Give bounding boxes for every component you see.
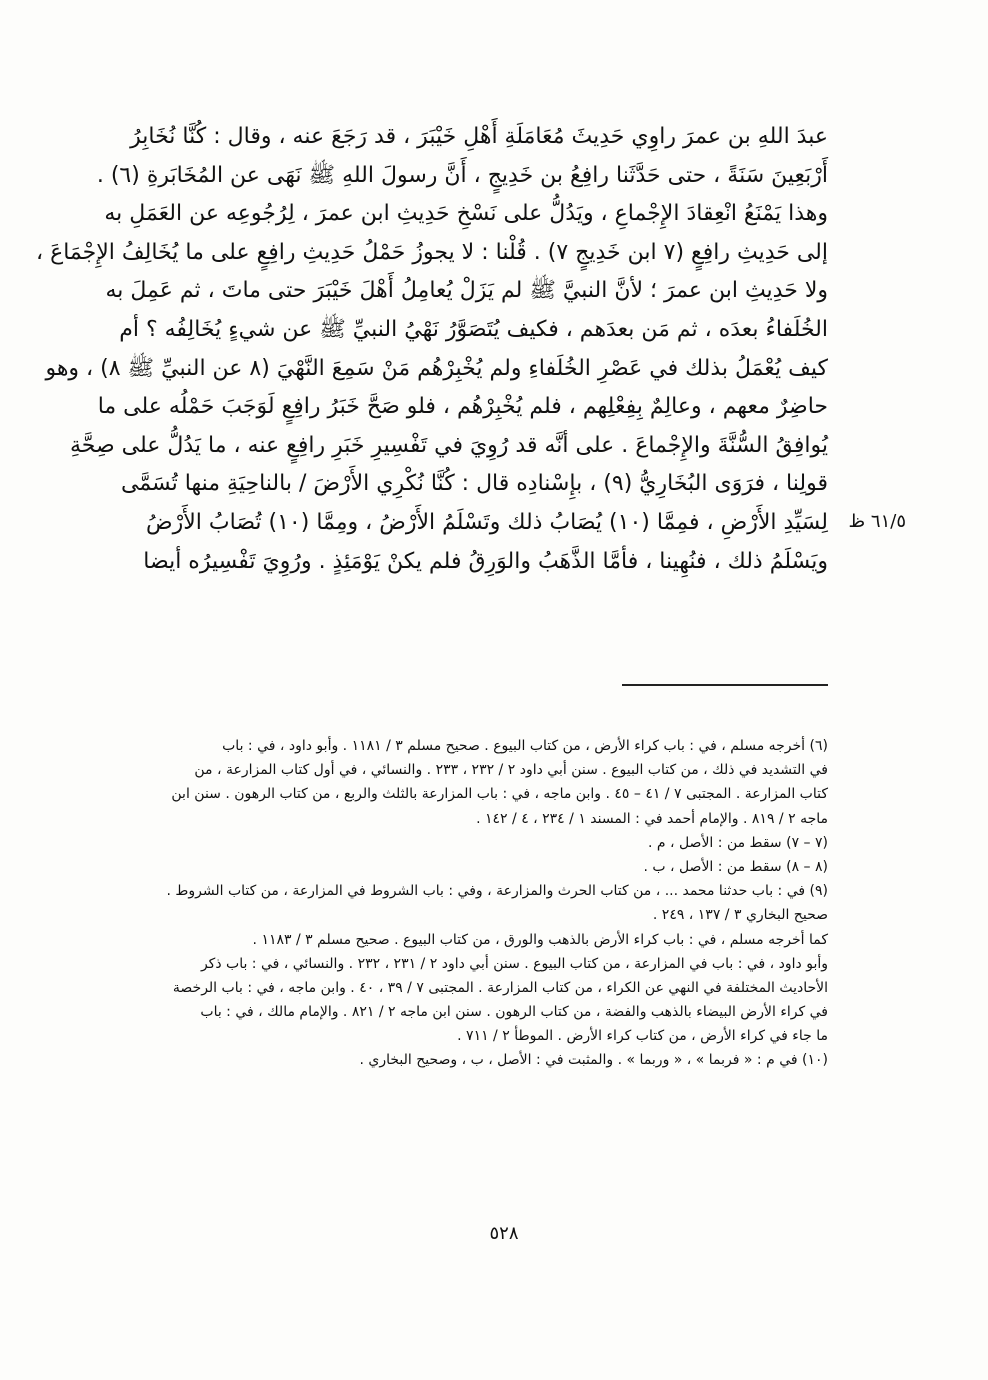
footnote-line: (٦) أخرجه مسلم ، في : باب كراء الأرض ، من كتاب البيوع . صحيح مسلم ٣ / ١١٨١ . وأبو داود ، في : باب (222, 738, 828, 754)
footnote-line: وأبو داود ، في : باب في المزارعة ، من كتاب البيوع . سنن أبي داود ٢ / ٢٣١ ، ٢٣٢ . والنسائي ، في : باب ذكر (200, 955, 828, 972)
main-text-line: أَرْبَعِينَ سَنَةً ، حتى حَدَّثَنا رافِعُ بن خَدِيجٍ ، أَنَّ رسولَ اللهِ ﷺ نَهَى عن المُخَابَرةِ (٦) . (96, 162, 828, 188)
footnote-line: ما جاء في كراء الأرض ، من كتاب كراء الأرض . الموطأ ٢ / ٧١١ . (457, 1028, 828, 1045)
main-text-line: وهذا يَمْنَعُ انْعِقادَ الإِجْماعِ ، ويَدُلُّ على نَسْخِ حَدِيثِ ابن عمرَ ، لِرُجُوعِه عن العَمَلِ به (104, 201, 828, 227)
footnote-line: (٩) في : باب حدثنا محمد ... ، من كتاب الحرث والمزارعة ، وفي : باب الشروط في المزارعة ، من كتاب الشروط . (166, 883, 828, 900)
main-text-line: الخُلَفاءُ بعدَه ، ثم مَن بعدَهم ، فكيف يُتَصَوَّرُ نَهْيُ النبيِّ ﷺ عن شيءٍ يُخَالِفُه ؟ أم (119, 316, 828, 342)
main-body-text (35, 118, 828, 581)
main-text-line: قولِنا ، فرَوَى البُخَارِيُّ (٩) ، بإِسْنادِه قال : كُنَّا نُكْرِي الأَرْضَ / بالناحِيَةِ منها تُسَمَّى (121, 471, 828, 497)
footnote-line: الأحاديث المختلفة في النهي عن الكراء ، من كتاب المزارعة . المجتبى ٧ / ٣٩ ، ٤٠ . وابن ماجه ، في : باب الرخصة (172, 979, 828, 996)
main-text-line: ويَسْلَمُ ذلك ، فنُهِينا ، فأمَّا الذَّهَبُ والوَرِقُ فلم يكنْ يَوْمَئِذٍ . ورُوِيَ تَفْسِيرُه أيضا (143, 548, 828, 574)
manuscript-folio-marker: ٦١/٥ ظ (848, 511, 906, 532)
footnotes-block (160, 734, 828, 1073)
main-text-line: إلى حَدِيثِ رافِعٍ (٧ ابن خَدِيجٍ ٧) . قُلْنا : لا يجوزُ حَمْلُ حَدِيثِ رافِعٍ على ما يُخَالِفُ الإِجْمَاعَ ، (35, 239, 828, 265)
main-text-line: عبدَ اللهِ بن عمرَ راوِي حَدِيثَ مُعَامَلَةِ أَهْلِ خَيْبَرَ ، قد رَجَعَ عنه ، وقال : كُنَّا نُخَابِرُ (130, 124, 828, 149)
footnote-line: ماجه ٢ / ٨١٩ . والإمام أحمد في : المسند ١ / ٢٣٤ ، ٤ / ١٤٢ . (476, 810, 828, 827)
main-text-line: لِسَيِّدِ الأَرْضِ ، فمِمَّا (١٠) يُصَابُ ذلك وتَسْلَمُ الأَرْضُ ، ومِمَّا (١٠) تُصَابُ الأَرْضُ (146, 509, 828, 535)
main-text-line: كيف يُعْمَلُ بذلك في عَصْرِ الخُلَفاءِ ولم يُخْبِرْهُم مَنْ سَمِعَ النَّهْيَ (٨ عن النبيِّ ﷺ ٨) ، وهو (45, 355, 828, 381)
page-number: ٥٢٨ (489, 1223, 519, 1244)
footnote-separator (622, 684, 828, 686)
footnote-line: صحيح البخاري ٣ / ١٣٧ ، ٢٤٩ . (652, 907, 828, 924)
footnote-line: (٨ – ٨) سقط من : الأصل ، ب . (643, 858, 828, 875)
footnote-line: (٧ – ٧) سقط من : الأصل ، م . (647, 834, 828, 851)
main-text-line: يُوافِقُ السُّنَّةَ والإِجْماعَ . على أنَّه قد رُوِيَ في تَفْسِيرِ خَبَرِ رافِعٍ عنه ، ما يَدُلُّ على صِحَّةِ (69, 432, 828, 458)
footnote-line: كتاب المزارعة . المجتبى ٧ / ٤١ – ٤٥ . وابن ماجه ، في : باب المزارعة بالثلث والربع ، من كتاب الرهون . سنن ابن (171, 786, 828, 803)
main-text-line: ولا حَدِيثِ ابن عمرَ ؛ لأنَّ النبيَّ ﷺ لم يَزَلْ يُعامِلُ أَهْلَ خَيْبَرَ حتى ماتَ ، ثم عَمِلَ به (105, 278, 828, 304)
footnote-line: في التشديد في ذلك ، من كتاب البيوع . سنن أبي داود ٢ / ٢٣٢ ، ٢٣٣ . والنسائي ، في أول كتاب المزارعة ، من (194, 762, 828, 779)
footnote-line: كما أخرجه مسلم ، في : باب كراء الأرض بالذهب والورق ، من كتاب البيوع . صحيح مسلم ٣ / ١١٨٣ . (252, 931, 828, 948)
main-text-line: حاضِرٌ معهم ، وعالِمٌ بِفِعْلِهم ، فلم يُخْبِرْهُم ، فلو صَحَّ خَبَرُ رافِعٍ لَوَجَبَ حَمْلُه على ما (97, 394, 828, 420)
footnote-line: (١٠) في م : « فربما » ، « وربما » . والمثبت في : الأصل ، ب ، وصحيح البخاري . (359, 1052, 828, 1069)
footnote-line: في كراء الأرض البيضاء بالذهب والفضة ، من كتاب الرهون . سنن ابن ماجه ٢ / ٨٢١ . والإمام مالك ، في : باب (200, 1004, 828, 1021)
